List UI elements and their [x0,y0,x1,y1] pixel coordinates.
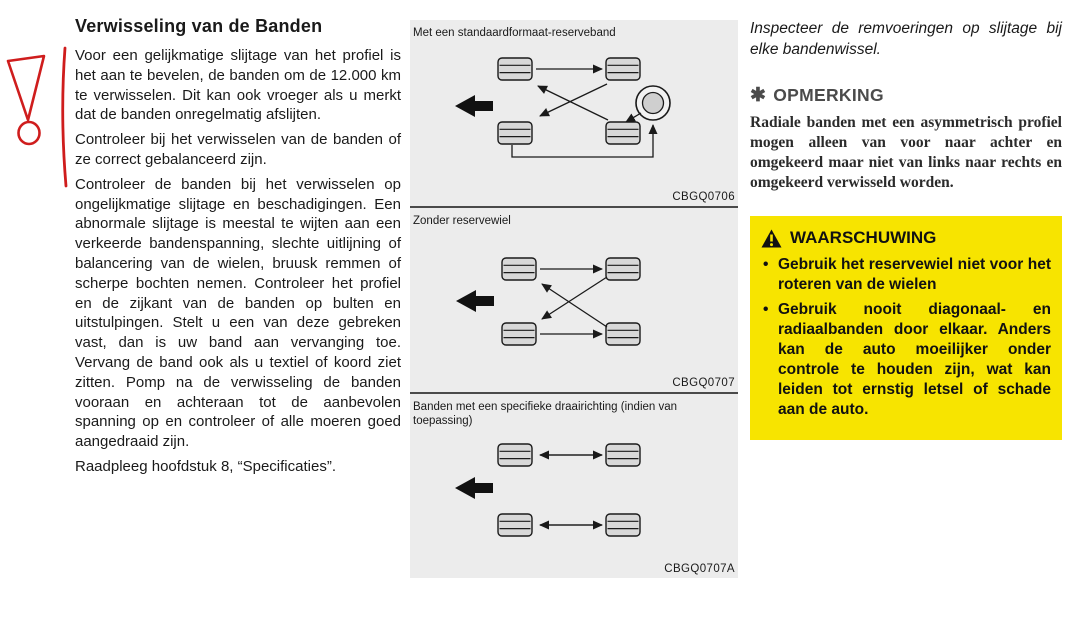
figure-caption: Met een standaardformaat-reserveband [413,27,616,39]
warning-triangle-icon [761,229,782,248]
paragraph-balance-check: Controleer bij het verwisselen van de banden of ze correct gebalanceerd zijn. [75,131,401,168]
paragraph-see-specifications: Raadpleeg hoofdstuk 8, “Specificaties”. [75,457,336,475]
figure-caption: Banden met een specifieke draairichting (indien van toepassing) [413,401,678,427]
tire-icon [498,444,532,466]
tire-icon [498,58,532,80]
annotation-triangle-icon [8,56,44,120]
figure-standard-spare [410,20,738,208]
rotation-arrows [540,455,602,525]
tire-icon [498,122,532,144]
warning-bullet: • Gebruik nooit diagonaal- en radiaalbanden door elkaar. Anders kan de auto moeilijker onder controle te houden zijn, wat kan leiden tot ernstig letsel of schade aan de auto. [761,300,1051,420]
tire-icon [606,258,640,280]
tire-icon [502,258,536,280]
right-column [750,18,1062,440]
warning-box [750,216,1062,440]
tire-icon [606,514,640,536]
figure-code: CBGQ0707 [672,377,735,389]
tire-icon [606,58,640,80]
warning-title: WAARSCHUWING [790,228,937,247]
tire-icon [606,323,640,345]
tire-icon [502,323,536,345]
figure-column [410,20,738,578]
rotation-arrows [540,269,607,334]
annotation-circle-icon [19,122,40,144]
figure-code: CBGQ0706 [672,191,735,203]
brake-lining-note: Inspecteer de remvoeringen op slijtage bij elke bandenwissel. [750,20,1062,58]
left-column [75,16,401,482]
page-title: Verwisseling van de Banden [75,16,323,36]
warning-heading [761,228,1051,248]
figure-caption: Zonder reservewiel [413,215,511,227]
front-direction-arrow-icon [456,290,494,312]
note-heading [750,85,1062,106]
paragraph-rotation-interval: Voor een gelijkmatige slijtage van het profiel is het aan te bevelen, de banden om de 12.000 km te verwisselen. Dit kan ook vroeger als u merkt dat de banden onregelmatig afslijten. [75,47,401,124]
tire-rotation-diagram-directional [410,428,738,562]
paragraph-wear-inspection: Controleer de banden bij het verwisselen op ongelijkmatige slijtage en beschadigingen. Een abnormale slijtage is meestal te wijten aan een verkeerde bandenspanning, slechte uitlijning of balancering van de wielen, bruusk remmen of scherpe bochten nemen. Controleer het profiel en de zijkant van de banden op bulten en uitstulpingen. Stelt u een van deze gebreken vast, dan is uw band aan vervanging toe. Vervang de band ook als u textiel of koord ziet zitten. Pomp na de verwisseling de banden vooraan en achteraan tot de aanbevolen spanning op en controleer of alle moeren goed aangedraaid zijn. [75,175,401,451]
tire-icon [498,514,532,536]
note-title: OPMERKING [773,85,884,105]
warning-bullet: • Gebruik het reservewiel niet voor het roteren van de wielen [761,255,1051,295]
tire-rotation-diagram-no-spare [410,228,738,376]
figure-directional-tires [410,394,738,578]
figure-code: CBGQ0707A [664,563,735,575]
front-direction-arrow-icon [455,95,493,117]
note-body: Radiale banden met een asymmetrisch profiel mogen alleen van voor naar achter en omgekeerd maar niet van links naar rechts en omgekeerd verwisseld worden. [750,114,1062,191]
warning-bullet-list [761,255,1051,420]
handwritten-annotation [0,40,80,210]
figure-without-spare [410,208,738,394]
front-direction-arrow-icon [455,477,493,499]
tire-rotation-diagram-with-spare [410,40,738,190]
annotation-bracket-line [63,48,66,186]
tire-icon [606,122,640,144]
flower-icon: ✱ [750,85,767,106]
tire-icon [606,444,640,466]
spare-wheel-icon [636,86,670,120]
